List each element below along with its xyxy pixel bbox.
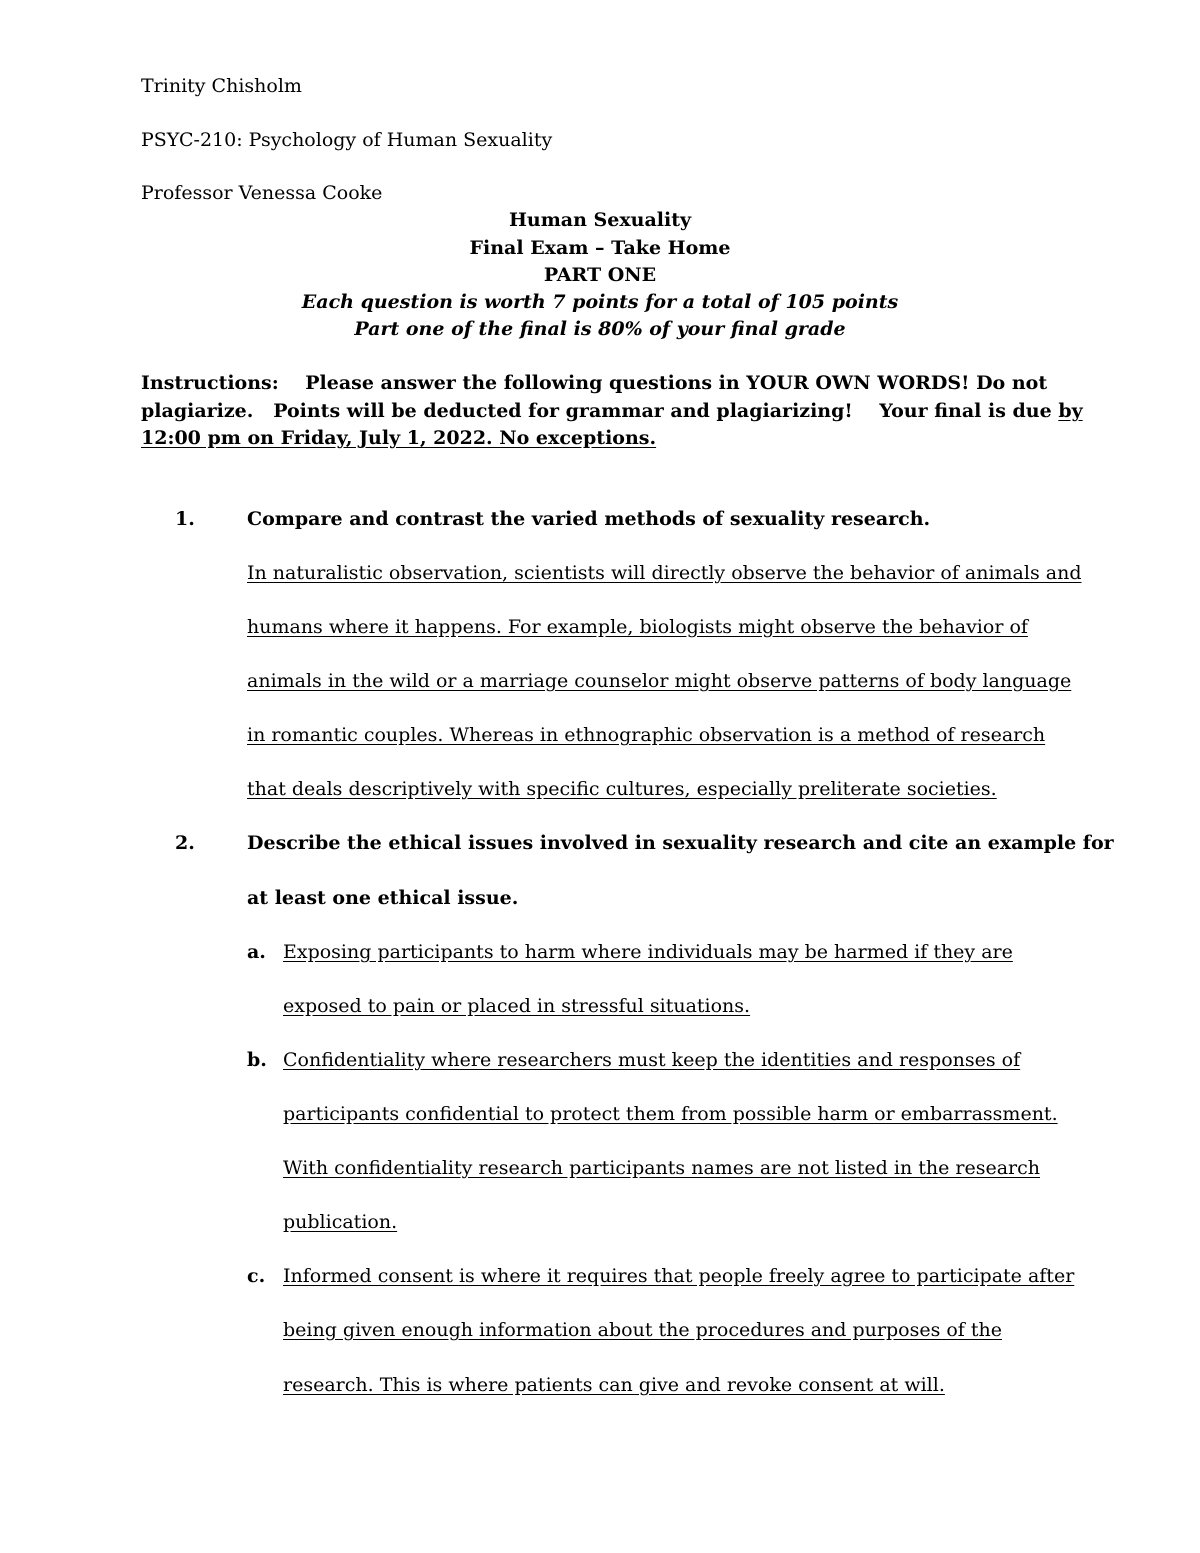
instructions-line-1 [141,371,1047,395]
answer-line: in romantic couples. Whereas in ethnographic observation is a method of research [247,724,1046,746]
question-prompt: at least one ethical issue. [247,887,519,909]
answer-line: Exposing participants to harm where individuals may be harmed if they are [283,941,1013,963]
answer-line: research. This is where patients can give and revoke consent at will. [283,1374,945,1396]
due-date-underlined: 12:00 pm on Friday, July 1, 2022. No exceptions. [141,427,657,449]
professor-name: Professor Venessa Cooke [141,182,383,204]
document-title: Human Sexuality [508,209,692,231]
answer-line: being given enough information about the procedures and purposes of the [283,1319,1002,1341]
student-name: Trinity Chisholm [141,75,302,97]
grade-note: Part one of the final is 80% of your final grade [354,318,846,340]
answer-line: With confidentiality research participants names are not listed in the research [283,1157,1040,1179]
sub-answer-letter: b. [247,1049,267,1071]
part-heading: PART ONE [543,264,657,286]
answer-line: animals in the wild or a marriage counselor might observe patterns of body language [247,670,1072,692]
instructions-line-2 [141,399,1083,423]
points-note: Each question is worth 7 points for a total of 105 points [301,291,899,313]
sub-answer-letter: a. [247,941,266,963]
document-subtitle: Final Exam – Take Home [469,237,731,259]
answer-line: humans where it happens. For example, biologists might observe the behavior of [247,616,1028,638]
course-title: PSYC-210: Psychology of Human Sexuality [141,129,553,151]
question-number: 1. [175,508,195,530]
due-date-underlined-start: by [1058,400,1083,422]
question-prompt: Compare and contrast the varied methods of sexuality research. [247,508,931,530]
instructions-label: Instructions: [141,372,279,394]
answer-line: Informed consent is where it requires that people freely agree to participate after [283,1265,1075,1287]
answer-line: publication. [283,1211,398,1233]
question-prompt: Describe the ethical issues involved in sexuality research and cite an example for [247,832,1114,854]
answer-line: that deals descriptively with specific cultures, especially preliterate societies. [247,778,997,800]
instructions-text-2: plagiarize. Points will be deducted for grammar and plagiarizing! Your final is due [141,400,1059,422]
answer-line: exposed to pain or placed in stressful situations. [283,995,751,1017]
answer-line: In naturalistic observation, scientists will directly observe the behavior of animals and [247,562,1082,584]
answer-line: participants confidential to protect them from possible harm or embarrassment. [283,1103,1058,1125]
sub-answer-letter: c. [247,1265,266,1287]
question-number: 2. [175,832,195,854]
instructions-text-1: Please answer the following questions in YOUR OWN WORDS! Do not [305,372,1048,394]
answer-line: Confidentiality where researchers must keep the identities and responses of [283,1049,1021,1071]
